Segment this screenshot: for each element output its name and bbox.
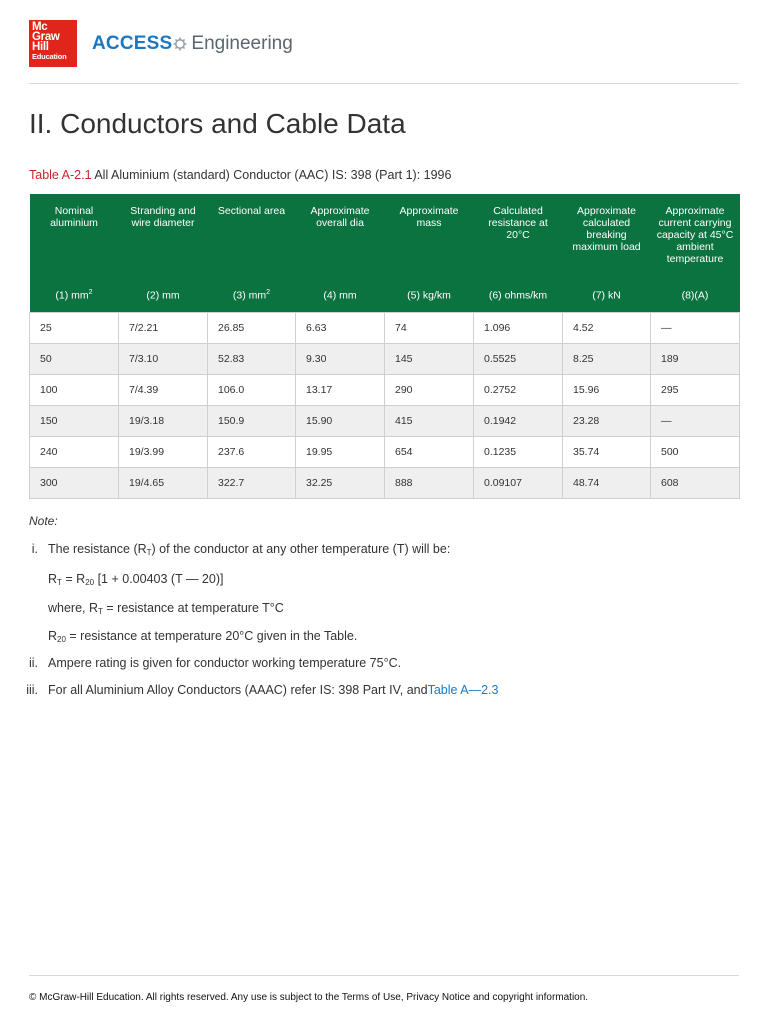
table-cell: — — [651, 406, 740, 437]
table-cell: 654 — [385, 437, 474, 468]
column-header: Approximate mass — [385, 194, 474, 277]
column-header: Nominal aluminium — [30, 194, 119, 277]
note-number: iii. — [26, 683, 38, 697]
table-cell: 4.52 — [563, 313, 651, 344]
table-cell: 19.95 — [296, 437, 385, 468]
table-row — [30, 437, 740, 468]
table-cell: 19/3.18 — [119, 406, 208, 437]
header-divider — [29, 83, 739, 84]
table-cell: 9.30 — [296, 344, 385, 375]
table-a-2-3-link[interactable]: Table A—2.3 — [427, 683, 499, 697]
table-cell: 106.0 — [208, 375, 296, 406]
conductor-data-table — [29, 194, 740, 499]
column-unit: (5) kg/km — [385, 277, 474, 313]
table-cell: 19/4.65 — [119, 468, 208, 499]
table-caption-text: All Aluminium (standard) Conductor (AAC) IS: 398 (Part 1): 1996 — [94, 168, 452, 182]
table-row — [30, 406, 740, 437]
table-cell: 888 — [385, 468, 474, 499]
table-units-row — [30, 277, 740, 313]
note-number: i. — [31, 542, 38, 556]
table-cell: 189 — [651, 344, 740, 375]
table-cell: 240 — [30, 437, 119, 468]
note-item-2: ii. Ampere rating is given for conductor working temperature 75°C. — [0, 656, 401, 670]
note-item-3: iii. For all Aluminium Alloy Conductors (AAAC) refer IS: 398 Part IV, andTable A—2.3 — [0, 683, 498, 697]
table-cell: 145 — [385, 344, 474, 375]
table-cell: 13.17 — [296, 375, 385, 406]
table-cell: 237.6 — [208, 437, 296, 468]
column-unit: (7) kN — [563, 277, 651, 313]
table-cell: 19/3.99 — [119, 437, 208, 468]
footer-copyright: © McGraw-Hill Education. All rights reserved. Any use is subject to the Terms of Use, Privacy Notice and copyright information. — [29, 992, 589, 1003]
formula-where-line: where, $R_T$ = resistance at temperature T°C — [48, 601, 284, 616]
table-cell: 7/2.21 — [119, 313, 208, 344]
column-header: Calculated resistance at 20°C — [474, 194, 563, 277]
note-number: ii. — [28, 656, 38, 670]
table-cell: 7/3.10 — [119, 344, 208, 375]
table-cell: 50 — [30, 344, 119, 375]
table-cell: 0.1235 — [474, 437, 563, 468]
table-row — [30, 313, 740, 344]
table-cell: 100 — [30, 375, 119, 406]
page-title: II. Conductors and Cable Data — [29, 108, 406, 139]
table-row — [30, 468, 740, 499]
column-header: Approximate overall dia — [296, 194, 385, 277]
table-cell: 300 — [30, 468, 119, 499]
table-cell: 8.25 — [563, 344, 651, 375]
table-cell: 322.7 — [208, 468, 296, 499]
note-label: Note: — [29, 514, 58, 528]
table-cell: 25 — [30, 313, 119, 344]
note-item-1: i. The resistance $(R_T)$ of the conductor at any other temperature (T) will be: — [0, 542, 450, 556]
table-cell: 290 — [385, 375, 474, 406]
table-cell: 0.2752 — [474, 375, 563, 406]
column-unit: (8)(A) — [651, 277, 740, 313]
table-cell: 415 — [385, 406, 474, 437]
table-cell: 74 — [385, 313, 474, 344]
column-header: Sectional area — [208, 194, 296, 277]
table-cell: 32.25 — [296, 468, 385, 499]
table-cell: — — [651, 313, 740, 344]
table-cell: 0.09107 — [474, 468, 563, 499]
table-cell: 15.90 — [296, 406, 385, 437]
table-caption-label: Table A-2.1 — [29, 168, 92, 182]
formula-r20-line: $R_{20}$ = resistance at temperature 20°C given in the Table. — [48, 629, 358, 644]
table-row — [30, 375, 740, 406]
table-header-row — [30, 194, 740, 277]
column-unit: (1) $mm^2$ — [30, 277, 119, 313]
table-cell: 48.74 — [563, 468, 651, 499]
table-row — [30, 344, 740, 375]
table-cell: 35.74 — [563, 437, 651, 468]
footer-divider — [29, 975, 739, 976]
table-cell: 26.85 — [208, 313, 296, 344]
mcgraw-hill-logo[interactable]: Mc Graw Hill Education — [29, 20, 77, 67]
column-unit: (4) mm — [296, 277, 385, 313]
access-engineering-logo[interactable]: ACCESS Engineering — [92, 33, 293, 54]
gear-icon — [173, 37, 187, 51]
column-header: Stranding and wire diameter — [119, 194, 208, 277]
resistance-formula: $R_T = R_{20}$ [1 + 0.00403 (T — 20)] — [48, 572, 224, 587]
table-cell: 52.83 — [208, 344, 296, 375]
table-cell: 1.096 — [474, 313, 563, 344]
column-header: Approximate calculated breaking maximum load — [563, 194, 651, 277]
table-cell: 150 — [30, 406, 119, 437]
table-cell: 150.9 — [208, 406, 296, 437]
table-cell: 500 — [651, 437, 740, 468]
table-cell: 6.63 — [296, 313, 385, 344]
column-unit: (6) ohms/km — [474, 277, 563, 313]
table-caption — [29, 168, 451, 182]
site-header — [0, 0, 768, 84]
table-cell: 295 — [651, 375, 740, 406]
table-cell: 608 — [651, 468, 740, 499]
table-cell: 0.5525 — [474, 344, 563, 375]
column-unit: (2) mm — [119, 277, 208, 313]
column-header: Approximate current carrying capacity at 45°C ambient temperature — [651, 194, 740, 277]
table-cell: 7/4.39 — [119, 375, 208, 406]
table-cell: 23.28 — [563, 406, 651, 437]
column-unit: (3) $mm^2$ — [208, 277, 296, 313]
table-cell: 15.96 — [563, 375, 651, 406]
table-cell: 0.1942 — [474, 406, 563, 437]
